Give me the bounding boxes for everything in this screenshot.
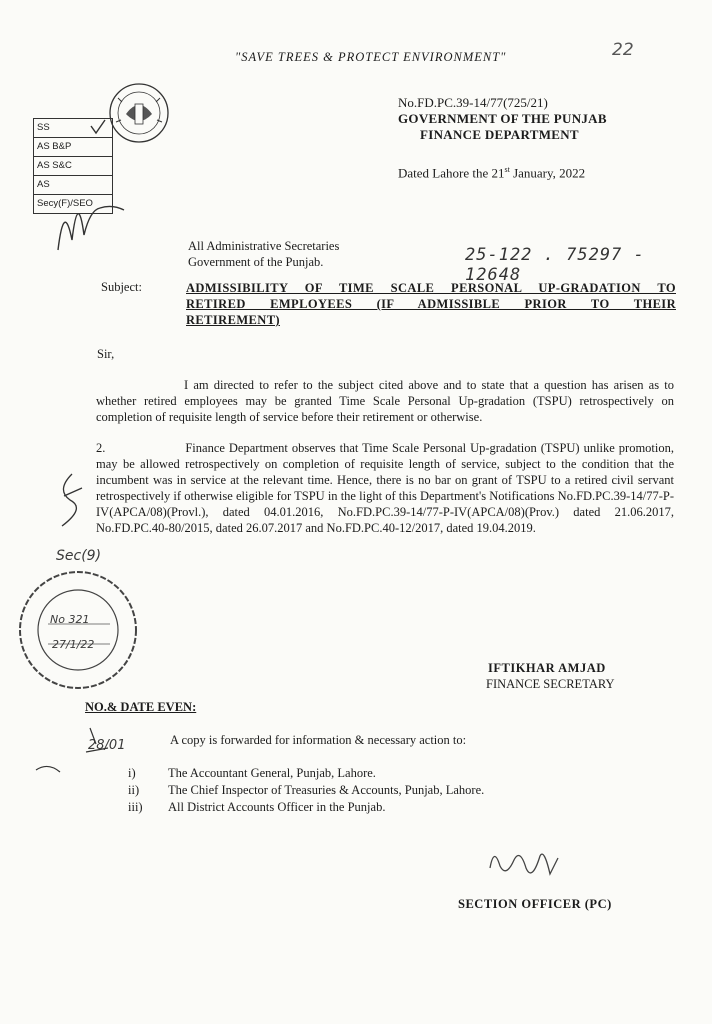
signatory-name: IFTIKHAR AMJAD xyxy=(488,661,606,675)
government-name: GOVERNMENT OF THE PUNJAB xyxy=(398,111,607,126)
routing-tick-mark xyxy=(88,118,108,138)
addressee: All Administrative Secretaries Government of the Punjab. xyxy=(188,239,340,269)
copy-forward-note: A copy is forwarded for information & necessary action to: xyxy=(170,733,467,747)
routing-row: SS xyxy=(34,119,112,138)
diary-number-stamp: 25-122 . 75297 - 12648 xyxy=(465,245,645,285)
margin-initials-scribble xyxy=(52,470,92,530)
paragraph-2: 2. Finance Department observes that Time Scale Personal Up-gradation (TSPU) unlike promotion, may be allowed retrospectively on completion of requisite length of service, subject to the condition that the incumbent was in service at the relevant time. Hence, there is no bar on grant of TSPU to a retired civil servant retrospectively if otherwise eligible for TSPU in the light of this Department's Notifications No.FD.PC.39-14/77-P-IV(APCA/08)(Provl.), dated 04.01.2016, No.FD.PC.39-14/77-P-IV(APCA/08)(Prov.) dated 21.06.2017, No.FD.PC.40-80/2015, dated 26.07.2017 and No.FD.PC.40-12/2017, dated 19.04.2019. xyxy=(96,441,675,535)
department-name: FINANCE DEPARTMENT xyxy=(420,127,579,142)
list-item: ii) The Chief Inspector of Treasuries & Accounts, Punjab, Lahore. xyxy=(128,783,485,797)
routing-initials-scribble xyxy=(50,180,130,260)
signatory-title: FINANCE SECRETARY xyxy=(486,677,615,691)
paragraph-number: 2. xyxy=(96,441,106,455)
stamp-number: No 321 xyxy=(50,613,90,626)
routing-row: AS S&C xyxy=(34,157,112,176)
punjab-government-emblem xyxy=(108,82,170,144)
list-item: i) The Accountant General, Punjab, Lahore. xyxy=(128,766,376,780)
received-stamp xyxy=(14,566,142,694)
paragraph-1: I am directed to refer to the subject cited above and to state that a question has arisen as to whether retired employees may be granted Time Scale Personal Up-gradation (TSPU) retrospectively on completion of requisite length of service before their retirement or otherwise. xyxy=(96,378,675,424)
environment-motto: "SAVE TREES & PROTECT ENVIRONMENT" xyxy=(235,50,507,64)
reference-number: No.FD.PC.39-14/77(725/21) xyxy=(398,95,548,110)
salutation: Sir, xyxy=(97,347,115,361)
section-officer-signature xyxy=(480,838,580,888)
section-officer-title: SECTION OFFICER (PC) xyxy=(458,897,612,911)
subject-label: Subject: xyxy=(101,280,142,294)
endorsement-heading: NO.& DATE EVEN: xyxy=(85,700,197,714)
handwritten-page-number: 22 xyxy=(612,40,634,60)
list-item: iii) All District Accounts Officer in the Punjab. xyxy=(128,800,386,814)
recipient-list xyxy=(128,765,484,816)
issue-date: Dated Lahore the 21st January, 2022 xyxy=(398,165,586,181)
routing-row: Secy(F)/SEO xyxy=(37,198,93,209)
stamp-date: 27/1/22 xyxy=(52,638,95,651)
handwritten-date-note: 28/01 xyxy=(88,738,126,753)
routing-row: AS xyxy=(34,176,112,195)
reference-block xyxy=(398,95,607,143)
routing-row: AS B&P xyxy=(34,138,112,157)
handwritten-scribble xyxy=(30,722,110,782)
handwritten-section-note: Sec(9) xyxy=(56,548,102,564)
signatory-block xyxy=(486,660,615,692)
subject-heading: ADMISSIBILITY OF TIME SCALE PERSONAL UP-GRADATION TO RETIRED EMPLOYEES (IF ADMISSIBLE PRIOR TO THEIR RETIREMENT) xyxy=(186,281,676,327)
